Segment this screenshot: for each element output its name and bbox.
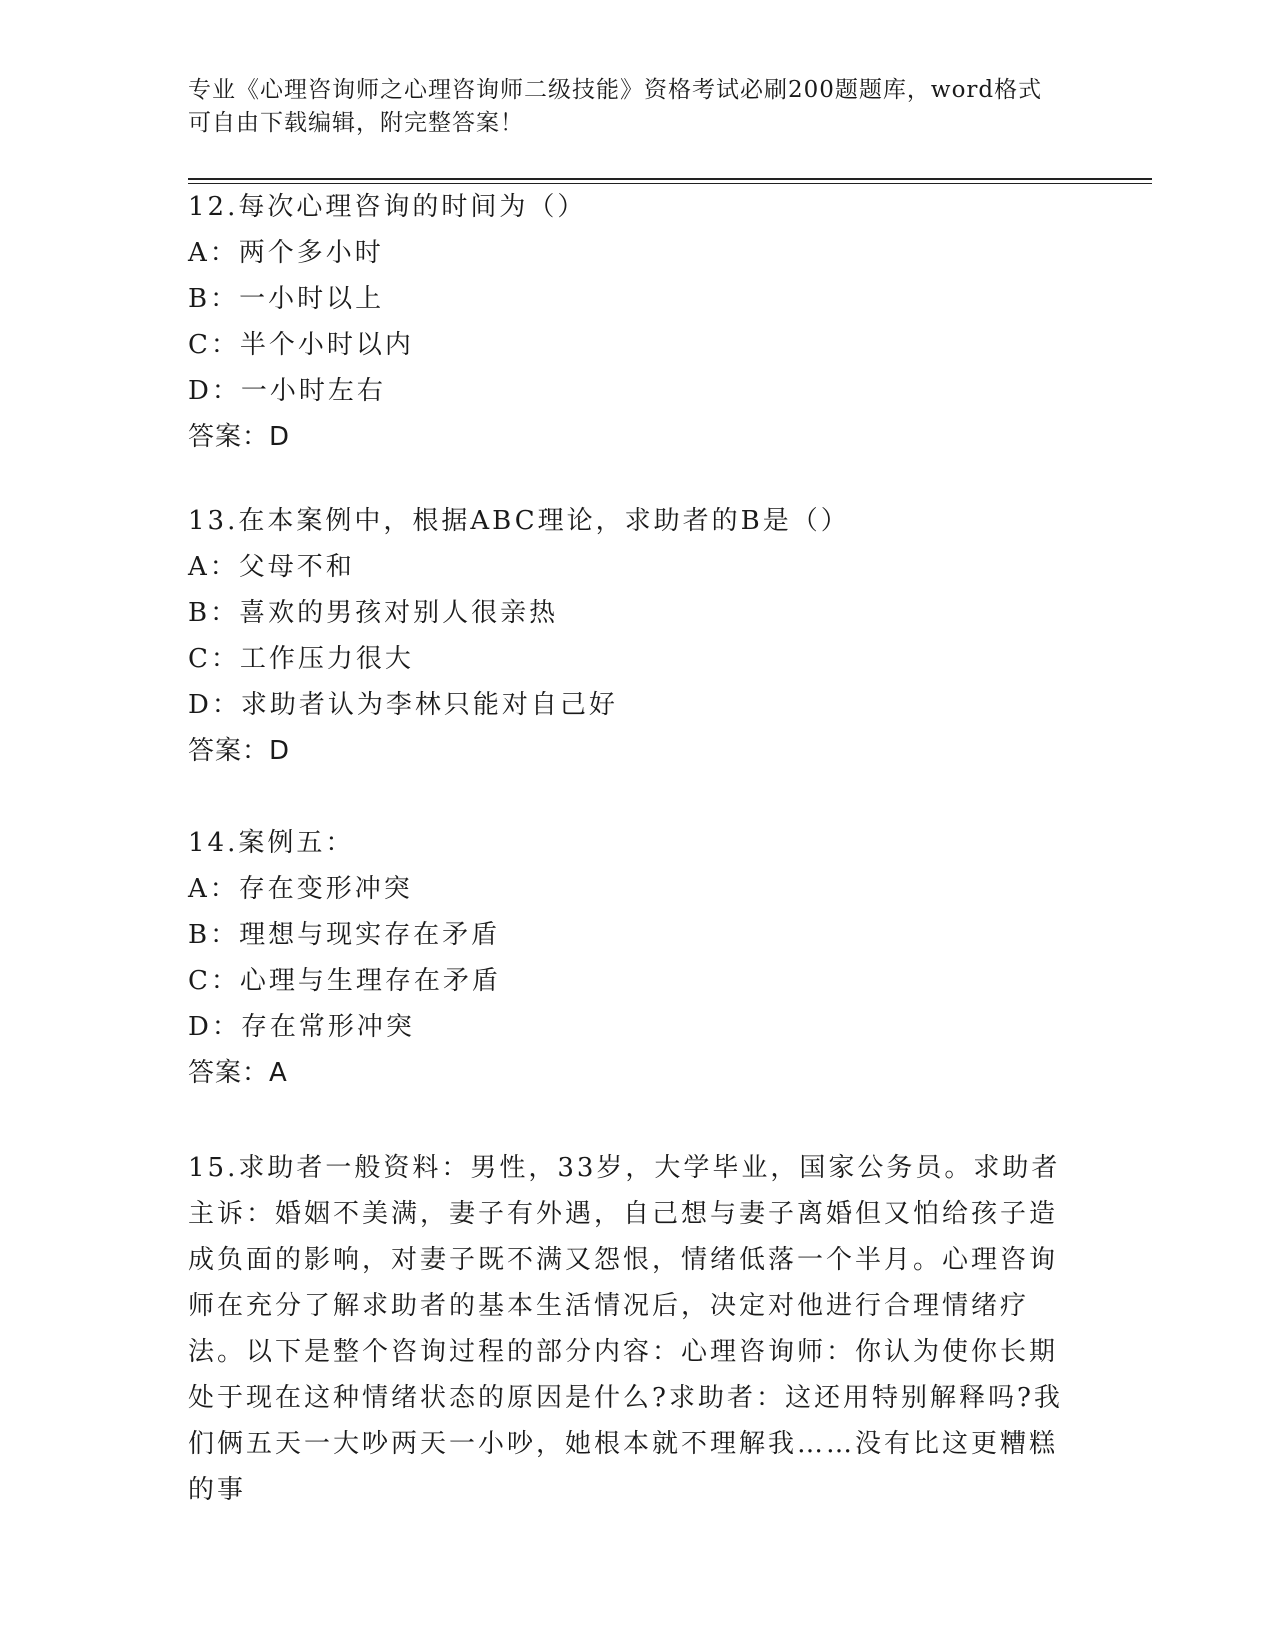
answer: 答案：D (188, 736, 291, 766)
question-stem: 14.案例五： (188, 828, 355, 858)
option-c: C：半个小时以内 (188, 330, 414, 360)
header-divider-thick (188, 178, 1152, 180)
header-line-1: 专业《心理咨询师之心理咨询师二级技能》资格考试必刷200题题库，word格式 (188, 77, 1043, 103)
header-line-2: 可自由下载编辑，附完整答案！ (188, 110, 524, 136)
option-d: D：求助者认为李林只能对自己好 (188, 690, 618, 720)
question-stem: 13.在本案例中，根据ABC理论，求助者的B是（） (188, 506, 850, 536)
option-d: D：一小时左右 (188, 376, 386, 406)
option-a: A：父母不和 (188, 552, 355, 582)
option-c: C：心理与生理存在矛盾 (188, 966, 501, 996)
option-b: B：喜欢的男孩对别人很亲热 (188, 598, 559, 628)
option-a: A：两个多小时 (188, 238, 384, 268)
question-14 (188, 820, 1088, 1096)
option-c: C：工作压力很大 (188, 644, 414, 674)
question-13 (188, 498, 1088, 774)
question-stem: 12.每次心理咨询的时间为（） (188, 192, 587, 222)
document-header (188, 74, 1088, 140)
question-15-case-text: 15.求助者一般资料：男性，33岁，大学毕业，国家公务员。求助者主诉：婚姻不美满，妻子有外遇，自己想与妻子离婚但又怕给孩子造成负面的影响，对妻子既不满又怨恨，情绪低落一个半月。心理咨询师在充分了解求助者的基本生活情况后，决定对他进行合理情绪疗法。以下是整个咨询过程的部分内容：心理咨询师：你认为使你长期处于现在这种情绪状态的原因是什么?求助者：这还用特别解释吗?我们俩五天一大吵两天一小吵，她根本就不理解我……没有比这更糟糕的事 (188, 1153, 1063, 1505)
option-b: B：一小时以上 (188, 284, 385, 314)
answer: 答案：D (188, 422, 291, 452)
option-b: B：理想与现实存在矛盾 (188, 920, 501, 950)
question-12 (188, 184, 1088, 460)
answer: 答案：A (188, 1058, 288, 1088)
option-d: D：存在常形冲突 (188, 1012, 415, 1042)
option-a: A：存在变形冲突 (188, 874, 413, 904)
